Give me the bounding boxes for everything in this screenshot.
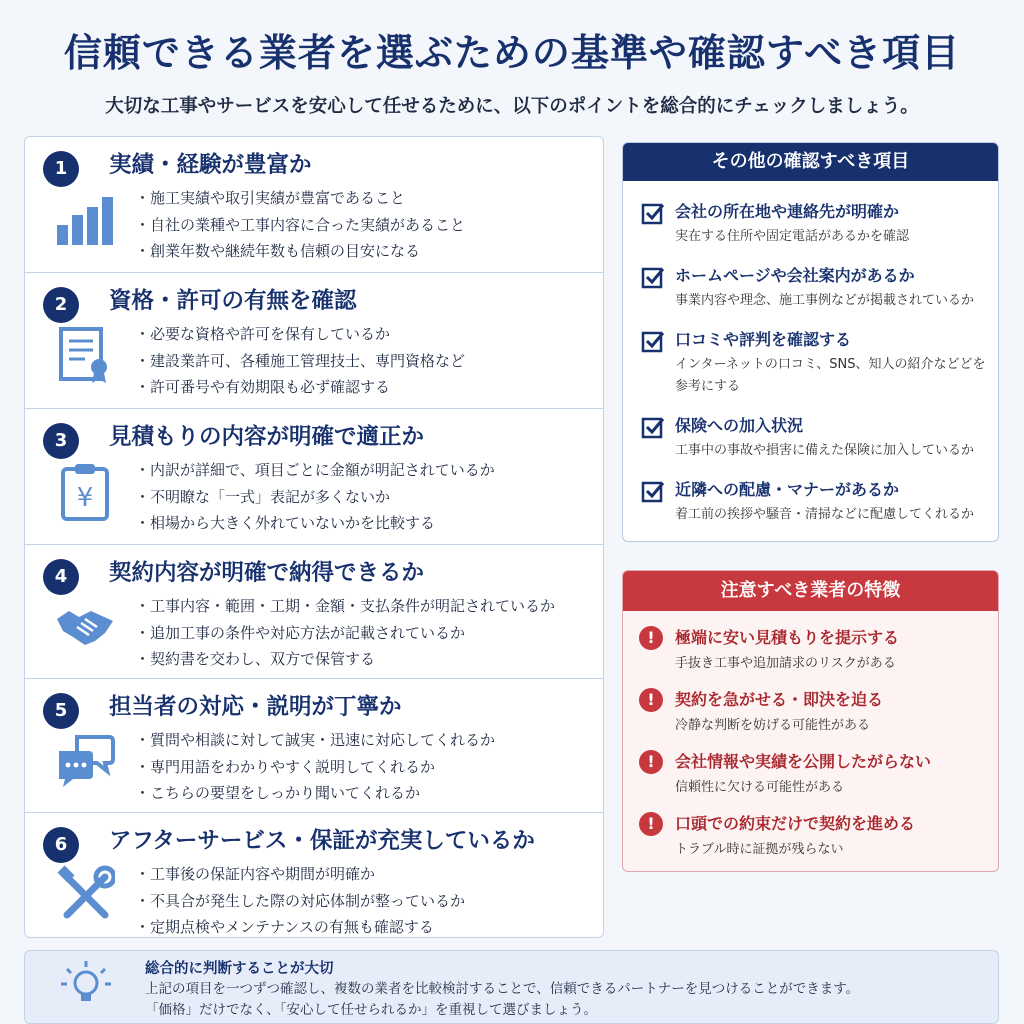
check-item-desc: 着工前の挨拶や騒音・清掃などに配慮してくれるか (675, 507, 975, 522)
lightbulb-icon (59, 959, 113, 1013)
warning-item-desc: トラブル時に証拠が残らない (675, 842, 844, 857)
list-item: ・ 不明瞭な「一式」表記が多くないか (135, 484, 495, 511)
summary-line-1: 上記の項目を一つずつ確認し、複数の業者を比較検討することで、信頼できるパートナーを見つけることができます。 (145, 981, 860, 997)
warning-item-desc: 冷静な判断を妨げる可能性がある (675, 718, 871, 733)
check-item-desc: 事業内容や理念、施工事例などが掲載されているか (675, 293, 975, 308)
list-item: ・ 定期点検やメンテナンスの有無も確認する (135, 914, 465, 941)
criterion-1 (25, 137, 603, 273)
certificate-icon (55, 325, 115, 385)
criterion-number: 2 (43, 287, 79, 323)
criterion-list (135, 457, 495, 537)
warning-item-desc: 信頼性に欠ける可能性がある (675, 780, 845, 795)
handshake-icon (55, 597, 115, 657)
list-item: ・ 専門用語をわかりやすく説明してくれるか (135, 754, 495, 781)
warning-item-title: 契約を急がせる・即決を迫る (675, 690, 884, 709)
criteria-panel (24, 136, 604, 938)
criterion-list (135, 861, 465, 941)
warning-item-title: 極端に安い見積もりを提示する (675, 628, 900, 647)
criterion-title: 実績・経験が豊富か (109, 152, 312, 178)
summary-box (24, 950, 999, 1024)
list-item: ・ 不具合が発生した際の対応体制が整っているか (135, 888, 465, 915)
summary-line-2: 「価格」だけでなく、「安心して任せられるか」を重視して選びましょう。 (145, 1002, 597, 1018)
checkbox-checked-icon (641, 201, 665, 225)
criterion-4 (25, 545, 603, 679)
list-item: ・ 自社の業種や工事内容に合った実績があること (135, 212, 465, 239)
check-item-title: 会社の所在地や連絡先が明確か (675, 202, 900, 221)
list-item: ・ 質問や相談に対して誠実・迅速に対応してくれるか (135, 727, 495, 754)
criterion-number: 6 (43, 827, 79, 863)
bar-chart-icon (55, 189, 115, 249)
exclamation-icon: ! (639, 626, 663, 650)
page-subtitle: 大切な工事やサービスを安心して任せるために、以下のポイントを総合的にチェックしましょう。 (105, 96, 919, 117)
criterion-list (135, 321, 465, 401)
list-item: ・ 内訳が詳細で、項目ごとに金額が明記されているか (135, 457, 495, 484)
yen-clipboard-icon (55, 461, 115, 521)
check-item-title: 保険への加入状況 (675, 416, 804, 435)
warning-item-title: 口頭での約束だけで契約を進める (675, 814, 916, 833)
criterion-number: 5 (43, 693, 79, 729)
criterion-2 (25, 273, 603, 409)
criterion-title: アフターサービス・保証が充実しているか (109, 828, 535, 854)
criterion-3 (25, 409, 603, 545)
check-item-desc: 実在する住所や固定電話があるかを確認 (675, 229, 910, 244)
list-item: ・ 施工実績や取引実績が豊富であること (135, 185, 465, 212)
list-item: ・ 建設業許可、各種施工管理技士、専門資格など (135, 348, 465, 375)
criterion-title: 契約内容が明確で納得できるか (109, 560, 425, 586)
summary-text (145, 979, 859, 1021)
speech-bubbles-icon (55, 731, 115, 791)
list-item: ・ こちらの要望をしっかり聞いてくれるか (135, 780, 495, 807)
exclamation-icon: ! (639, 688, 663, 712)
summary-title: 総合的に判断することが大切 (145, 961, 334, 977)
criterion-title: 担当者の対応・説明が丁寧か (109, 694, 402, 720)
tools-icon (55, 865, 115, 925)
criterion-list (135, 185, 465, 265)
exclamation-icon: ! (639, 812, 663, 836)
warning-box (622, 570, 999, 872)
warning-item-desc: 手抜き工事や追加請求のリスクがある (675, 656, 896, 671)
check-item-desc: 工事中の事故や損害に備えた保険に加入しているか (675, 443, 975, 458)
criterion-number: 4 (43, 559, 79, 595)
list-item: ・ 工事後の保証内容や期間が明確か (135, 861, 465, 888)
criterion-number: 3 (43, 423, 79, 459)
list-item: ・ 創業年数や継続年数も信頼の目安になる (135, 238, 465, 265)
criterion-list (135, 593, 555, 673)
check-item-desc: インターネットの口コミ、SNS、知人の紹介などどを参考にする (675, 357, 986, 394)
page-title: 信頼できる業者を選ぶための基準や確認すべき項目 (63, 31, 961, 75)
list-item: ・ 許可番号や有効期限も必ず確認する (135, 374, 465, 401)
criterion-number: 1 (43, 151, 79, 187)
svg-text:¥: ¥ (76, 483, 94, 513)
criterion-title: 資格・許可の有無を確認 (109, 288, 357, 314)
check-item-title: ホームページや会社案内があるか (675, 266, 915, 285)
list-item: ・ 追加工事の条件や対応方法が記載されているか (135, 620, 555, 647)
list-item: ・ 必要な資格や許可を保有しているか (135, 321, 465, 348)
warning-item-title: 会社情報や実績を公開したがらない (675, 752, 932, 771)
checkbox-checked-icon (641, 265, 665, 289)
checkbox-checked-icon (641, 479, 665, 503)
checkbox-checked-icon (641, 415, 665, 439)
other-checks-box (622, 142, 999, 542)
checkbox-checked-icon (641, 329, 665, 353)
exclamation-icon: ! (639, 750, 663, 774)
list-item: ・ 相場から大きく外れていないかを比較する (135, 510, 495, 537)
list-item: ・ 工事内容・範囲・工期・金額・支払条件が明記されているか (135, 593, 555, 620)
criterion-5 (25, 679, 603, 813)
criterion-list (135, 727, 495, 807)
check-item-title: 口コミや評判を確認する (675, 330, 852, 349)
criterion-title: 見積もりの内容が明確で適正か (109, 424, 425, 450)
other-checks-heading: その他の確認すべき項目 (623, 143, 998, 181)
list-item: ・ 契約書を交わし、双方で保管する (135, 646, 555, 673)
warning-heading: 注意すべき業者の特徴 (623, 571, 998, 611)
criterion-6 (25, 813, 603, 939)
check-item-title: 近隣への配慮・マナーがあるか (675, 480, 900, 499)
